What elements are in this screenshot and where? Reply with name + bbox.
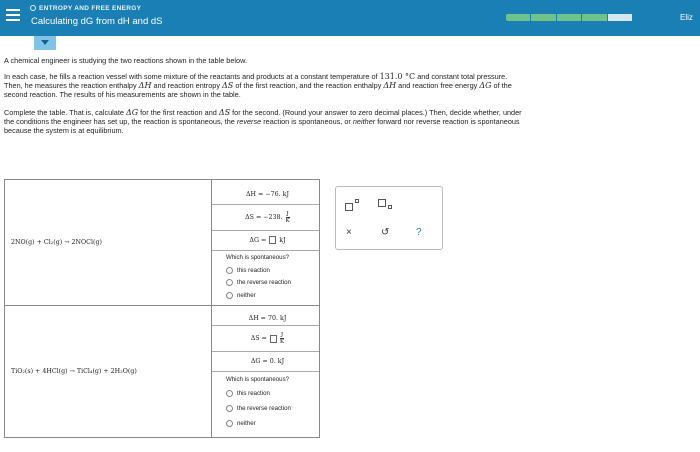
help-button[interactable]: ?	[416, 227, 422, 238]
collapse-toggle[interactable]	[34, 36, 56, 50]
reaction-2-option-this[interactable]: this reaction	[212, 386, 319, 401]
table-row	[5, 306, 320, 438]
reaction-2-question: Which is spontaneous?	[226, 375, 290, 383]
subscript-tool-icon[interactable]	[378, 199, 394, 213]
problem-paragraph-2: In each case, he fills a reaction vessel with some mixture of the reactants and products at a constant temperature of 131.0 °C and constant total pressure. Then, he measures the reaction enthalpy ΔH and reaction entropy ΔS of the first reaction, and the reaction enthalpy ΔH and reaction free energy ΔG of the second reaction. The results of his measurements are shown in the table.	[4, 72, 512, 99]
problem-paragraph-3: Complete the table. That is, calculate ΔG for the first reaction and ΔS for the second. (Round your answer to zero decimal places.) Then, decide whether, under the conditions the engineer has set up, the reaction is spontaneous, the reverse reaction is spontaneous, or neither forward nor reverse reaction is spontaneous because the system is at equilibrium.	[4, 108, 522, 135]
topic-label: ENTROPY AND FREE ENERGY	[30, 5, 141, 12]
reaction-1-dg-input[interactable]	[269, 236, 276, 244]
reaction-2-option-neither[interactable]: neither	[212, 416, 319, 431]
clear-button[interactable]: ×	[346, 227, 352, 238]
reaction-2-option-reverse[interactable]: the reverse reaction	[212, 401, 319, 416]
radio-button[interactable]	[226, 292, 233, 299]
problem-intro: A chemical engineer is studying the two reactions shown in the table below.	[4, 56, 247, 65]
reaction-1-option-neither[interactable]: neither	[212, 290, 319, 301]
reaction-1-option-reverse[interactable]: the reverse reaction	[212, 276, 319, 290]
undo-button[interactable]: ↺	[381, 227, 390, 238]
chevron-down-icon	[41, 40, 49, 45]
reaction-1-dh: ΔH = −76. kJ	[212, 185, 319, 205]
reactions-table	[4, 179, 320, 438]
reaction-1-equation: 2NO(g) + Cl₂(g) → 2NOCl(g)	[5, 180, 212, 306]
superscript-tool-icon[interactable]	[345, 199, 361, 213]
reaction-1-option-this[interactable]: this reaction	[212, 265, 319, 276]
reaction-2-dg: ΔG = 0. kJ	[212, 352, 319, 372]
reaction-2-equation: TiO₂(s) + 4HCl(g) → TiCl₄(g) + 2H₂O(g)	[5, 306, 212, 438]
reaction-1-ds: ΔS = −238. $\frac{J}{K}$	[212, 205, 319, 231]
reaction-1-dg: ΔG = kJ	[212, 231, 319, 251]
reaction-2-dh: ΔH = 70. kJ	[212, 312, 319, 326]
radio-button[interactable]	[226, 267, 233, 274]
menu-icon[interactable]	[6, 9, 20, 21]
reaction-2-ds-input[interactable]	[270, 335, 277, 343]
user-name[interactable]: Eliz	[680, 13, 693, 22]
radio-button[interactable]	[226, 390, 233, 397]
reaction-2-ds: ΔS = $\frac{J}{K}$	[212, 326, 319, 352]
page-title: Calculating dG from dH and dS	[31, 16, 163, 27]
problem-text	[4, 56, 694, 142]
table-row	[5, 180, 320, 306]
reaction-1-question: Which is spontaneous?	[226, 254, 290, 261]
topic-circle-icon	[30, 5, 36, 11]
top-header	[0, 0, 700, 36]
progress-bar	[506, 14, 632, 21]
math-tools-panel	[335, 186, 443, 250]
radio-button[interactable]	[226, 279, 233, 286]
radio-button[interactable]	[226, 405, 233, 412]
radio-button[interactable]	[226, 420, 233, 427]
